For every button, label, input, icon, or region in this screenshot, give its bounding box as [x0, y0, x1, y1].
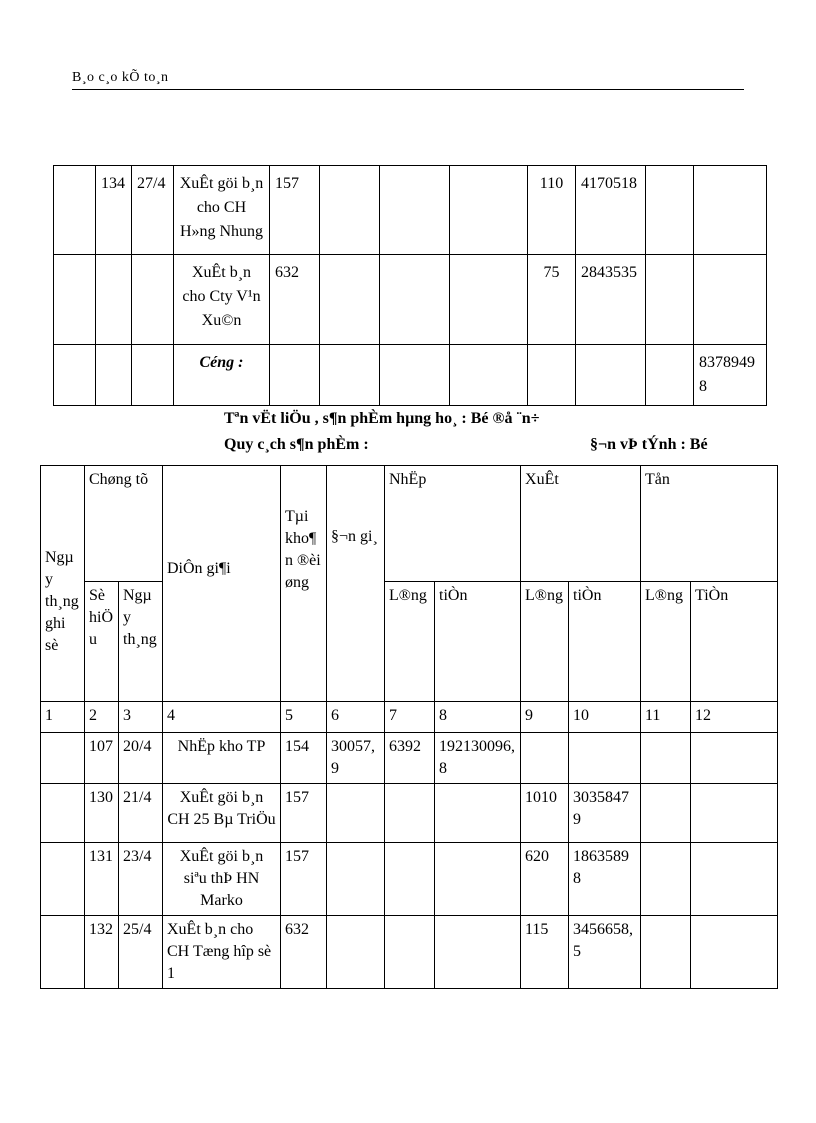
cell-amt-out	[576, 345, 646, 406]
cell-amt-stock	[691, 843, 778, 916]
cell-amt-out	[569, 733, 641, 784]
cell-qty-out	[521, 733, 569, 784]
cell-unit-price	[327, 916, 385, 989]
cell-unit-price	[320, 255, 380, 345]
table-row	[54, 255, 767, 345]
col-number: 10	[569, 702, 641, 733]
material-title: Tªn vËt liÖu , s¶n phÈm hµng ho¸ : Bé ®å ¨n÷	[224, 410, 540, 427]
cell-account: 154	[281, 733, 327, 784]
cell-qty-out: 620	[521, 843, 569, 916]
continuation-table	[53, 165, 767, 406]
cell-account: 157	[270, 166, 320, 255]
cell-qty-out: 110	[528, 166, 576, 255]
header-amt-out: tiÒn	[569, 582, 641, 702]
table-row	[54, 166, 767, 255]
cell-qty-stock	[641, 784, 691, 843]
cell-qty-stock	[641, 916, 691, 989]
total-value: 83789498	[694, 345, 767, 406]
header-qty-stock: L®ng	[641, 582, 691, 702]
header-in: NhËp	[385, 466, 521, 582]
col-number: 8	[435, 702, 521, 733]
cell-description: XuÊt göi b¸n siªu thÞ HN Marko	[163, 843, 281, 916]
cell-amt-in	[435, 916, 521, 989]
cell-voucher-date: 27/4	[132, 166, 174, 255]
col-number: 9	[521, 702, 569, 733]
cell-voucher-no	[96, 255, 132, 345]
cell-date	[41, 784, 85, 843]
cell-description: NhËp kho TP	[163, 733, 281, 784]
header-voucher-no: Sè hiÖu	[85, 582, 119, 702]
cell-amt-out: 18635898	[569, 843, 641, 916]
header-amt-in: tiÒn	[435, 582, 521, 702]
cell-qty-stock	[641, 843, 691, 916]
cell-qty-in	[385, 843, 435, 916]
header-amt-stock: TiÒn	[691, 582, 778, 702]
inventory-ledger-table	[40, 465, 778, 989]
header-out: XuÊt	[521, 466, 641, 582]
cell-qty-stock	[646, 255, 694, 345]
cell-description: XuÊt b¸n cho Cty V¹n Xu©n	[174, 255, 270, 345]
col-number: 1	[41, 702, 85, 733]
col-number: 11	[641, 702, 691, 733]
cell-description: XuÊt göi b¸n CH 25 Bµ TriÖu	[163, 784, 281, 843]
cell-qty-stock	[641, 733, 691, 784]
cell-voucher-no: 107	[85, 733, 119, 784]
cell-amt-stock	[691, 916, 778, 989]
header-stock: Tån	[641, 466, 778, 582]
table-row	[41, 784, 778, 843]
cell-unit-price	[320, 166, 380, 255]
cell-qty-out	[528, 345, 576, 406]
cell-amt-in	[450, 345, 528, 406]
page-header: B¸o c¸o kÕ to¸n	[72, 70, 744, 90]
cell-amt-in	[435, 784, 521, 843]
cell-description: XuÊt göi b¸n cho CH H»ng Nhung	[174, 166, 270, 255]
cell-voucher-date: 23/4	[119, 843, 163, 916]
col-number: 6	[327, 702, 385, 733]
unit-title: §¬n vÞ tÝnh : Bé	[590, 436, 708, 453]
cell-date	[41, 843, 85, 916]
table-row	[41, 843, 778, 916]
cell-account: 632	[281, 916, 327, 989]
cell-voucher-date: 20/4	[119, 733, 163, 784]
cell-date	[54, 166, 96, 255]
cell-qty-in	[380, 345, 450, 406]
cell-amt-stock	[694, 166, 767, 255]
cell-amt-in	[450, 255, 528, 345]
cell-qty-stock	[646, 166, 694, 255]
cell-unit-price	[327, 784, 385, 843]
cell-unit-price	[327, 843, 385, 916]
cell-account: 157	[281, 784, 327, 843]
cell-qty-out: 1010	[521, 784, 569, 843]
cell-qty-out: 115	[521, 916, 569, 989]
cell-qty-stock	[646, 345, 694, 406]
cell-amt-out: 30358479	[569, 784, 641, 843]
header-date: Ngµy th¸ng ghi sè	[41, 466, 85, 702]
cell-date	[54, 255, 96, 345]
cell-date	[54, 345, 96, 406]
cell-amt-out: 3456658,5	[569, 916, 641, 989]
header-qty-in: L®ng	[385, 582, 435, 702]
cell-date	[41, 916, 85, 989]
cell-amt-in: 192130096,8	[435, 733, 521, 784]
header-qty-out: L®ng	[521, 582, 569, 702]
column-number-row	[41, 702, 778, 733]
cell-unit-price: 30057,9	[327, 733, 385, 784]
header-voucher-date: Ngµy th¸ng	[119, 582, 163, 702]
cell-date	[41, 733, 85, 784]
cell-voucher-no: 134	[96, 166, 132, 255]
cell-qty-in	[385, 784, 435, 843]
cell-voucher-date: 21/4	[119, 784, 163, 843]
cell-account: 632	[270, 255, 320, 345]
cell-voucher-date: 25/4	[119, 916, 163, 989]
cell-qty-in: 6392	[385, 733, 435, 784]
table-row	[41, 733, 778, 784]
cell-qty-out: 75	[528, 255, 576, 345]
cell-amt-stock	[691, 784, 778, 843]
col-number: 7	[385, 702, 435, 733]
col-number: 2	[85, 702, 119, 733]
cell-unit-price	[320, 345, 380, 406]
cell-voucher-no: 131	[85, 843, 119, 916]
cell-amt-stock	[691, 733, 778, 784]
cell-qty-in	[385, 916, 435, 989]
cell-amt-stock	[694, 255, 767, 345]
cell-voucher-date	[132, 345, 174, 406]
cell-amt-out: 4170518	[576, 166, 646, 255]
header-voucher: Chøng tõ	[85, 466, 163, 582]
header-description: DiÔn gi¶i	[163, 466, 281, 702]
table-row	[41, 916, 778, 989]
cell-qty-in	[380, 166, 450, 255]
header-account: Tµi kho¶n ®èi øng	[281, 466, 327, 702]
col-number: 5	[281, 702, 327, 733]
cell-amt-in	[435, 843, 521, 916]
subheader-row	[41, 582, 778, 702]
cell-voucher-no: 132	[85, 916, 119, 989]
header-row	[41, 466, 778, 582]
col-number: 12	[691, 702, 778, 733]
cell-amt-out: 2843535	[576, 255, 646, 345]
header-unit-price: §¬n gi¸	[327, 466, 385, 702]
cell-amt-in	[450, 166, 528, 255]
cell-account: 157	[281, 843, 327, 916]
total-label: Céng :	[174, 345, 270, 406]
cell-voucher-no: 130	[85, 784, 119, 843]
cell-voucher-no	[96, 345, 132, 406]
cell-qty-in	[380, 255, 450, 345]
total-row	[54, 345, 767, 406]
spec-title: Quy c¸ch s¶n phÈm :	[224, 436, 369, 453]
cell-voucher-date	[132, 255, 174, 345]
col-number: 4	[163, 702, 281, 733]
cell-account	[270, 345, 320, 406]
col-number: 3	[119, 702, 163, 733]
cell-description: XuÊt b¸n cho CH Tæng hîp sè 1	[163, 916, 281, 989]
